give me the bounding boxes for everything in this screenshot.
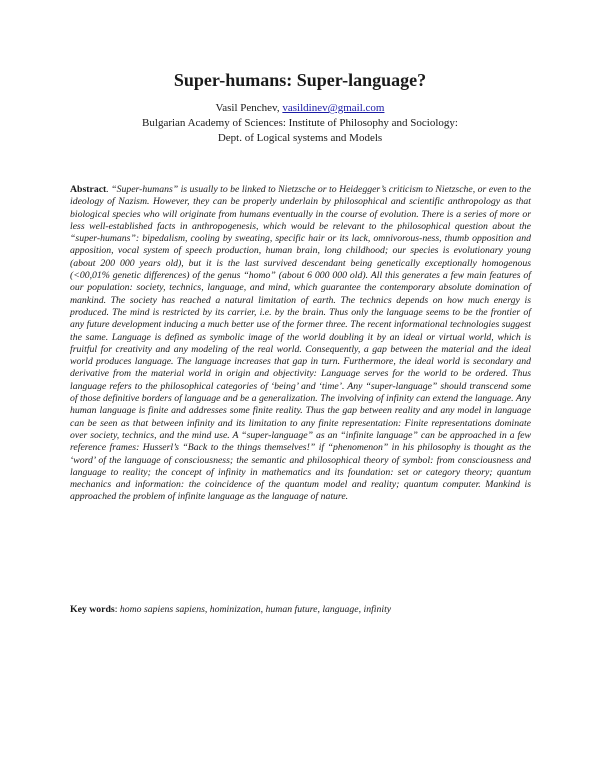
keywords-label: Key words: [70, 604, 115, 615]
author-line: [0, 101, 600, 116]
author-email-link[interactable]: vasildinev@gmail.com: [282, 102, 385, 114]
keywords: [70, 604, 531, 616]
author-block: [0, 101, 600, 146]
keywords-text: homo sapiens sapiens, hominization, human future, language, infinity: [119, 604, 392, 615]
paper-title: Super-humans: Super-language?: [173, 70, 427, 90]
affiliation-line-1: Bulgarian Academy of Sciences: Institute of Philosophy and Sociology:: [142, 117, 458, 129]
abstract-label: Abstract: [70, 184, 107, 195]
abstract-text: . “Super-humans” is usually to be linked to Nietzsche or to Heidegger’s criticism to Nietzsche, or even to the ideology of Nazism. However, they can be properly underlain by philosophical and scientific anthropology as that biological species who will originate from humans eventually in the course of evolution. There is a series of more or less well-established facts in anthropogenesis, which would be relevant to the philosophical question about the “super-humans”: bipedalism, cooling by sweating, specific hair or its lack, omnivorous-ness, thumb opposition and apposition, vocal system of speech production, human brain, long childhood; our species is evolutionary young (about 200 000 years old), but it is the last survived descendant being genetically exceptionally homogenous (<00,01% genetic differences) of the genus “homo” (about 6 000 000 old). All this generates a few main features of our population: society, technics, language, and mind, which guarantee the contemporary absolute domination of mankind. The society has reached a natural limitation of earth. The technics depends on how much energy is produced. The mind is restricted by its carrier, i.e. by the brain. Thus only the language seems to be the frontier of any future development inducing a much better use of the former three. The recent informational technologies suggest the same. Language is defined as symbolic image of the world doubling it by an ideal or virtual world, which is fruitful for creativity and any modeling of the real world. Consequently, a gap between the material and the ideal world produces language. The language increases that gap in turn. Furthermore, the ideal world is secondary and derivative from the material world in origin and objectivity: Language serves for the world to be ordered. Thus language refers to the philosophical categories of ‘being’ and ‘time’. Any “super-language” should transcend some of those definitive borders of language and be a generalization. The involving of infinity can extend the language. Any human language is finite and addresses some finite reality. Thus the gap between reality and any model in language can be seen as that between infinity and its limitation to any finite representation: Finite representations dominate over society, technics, and the mind use. A “super-language” as an “infinite language” can be approached in a few reference frames: Husserl’s “Back to the things themselves!” if “phenomenon” in his philosophy is thought as the ‘word’ of the language of consciousness; the semantic and philosophical theory of symbol: from consciousness and language to reality; the concept of infinity in mathematics and its foundation: set or category theory; quantum mechanics and information: the coincidence of the quantum model and reality; quantum computer. Mankind is approached the problem of infinite language as the language of nature.: [70, 184, 531, 503]
abstract: [70, 184, 531, 504]
keywords-separator: :: [114, 604, 120, 615]
author-name: Vasil Penchev,: [215, 102, 283, 114]
affiliation-line-2: Dept. of Logical systems and Models: [217, 132, 383, 144]
